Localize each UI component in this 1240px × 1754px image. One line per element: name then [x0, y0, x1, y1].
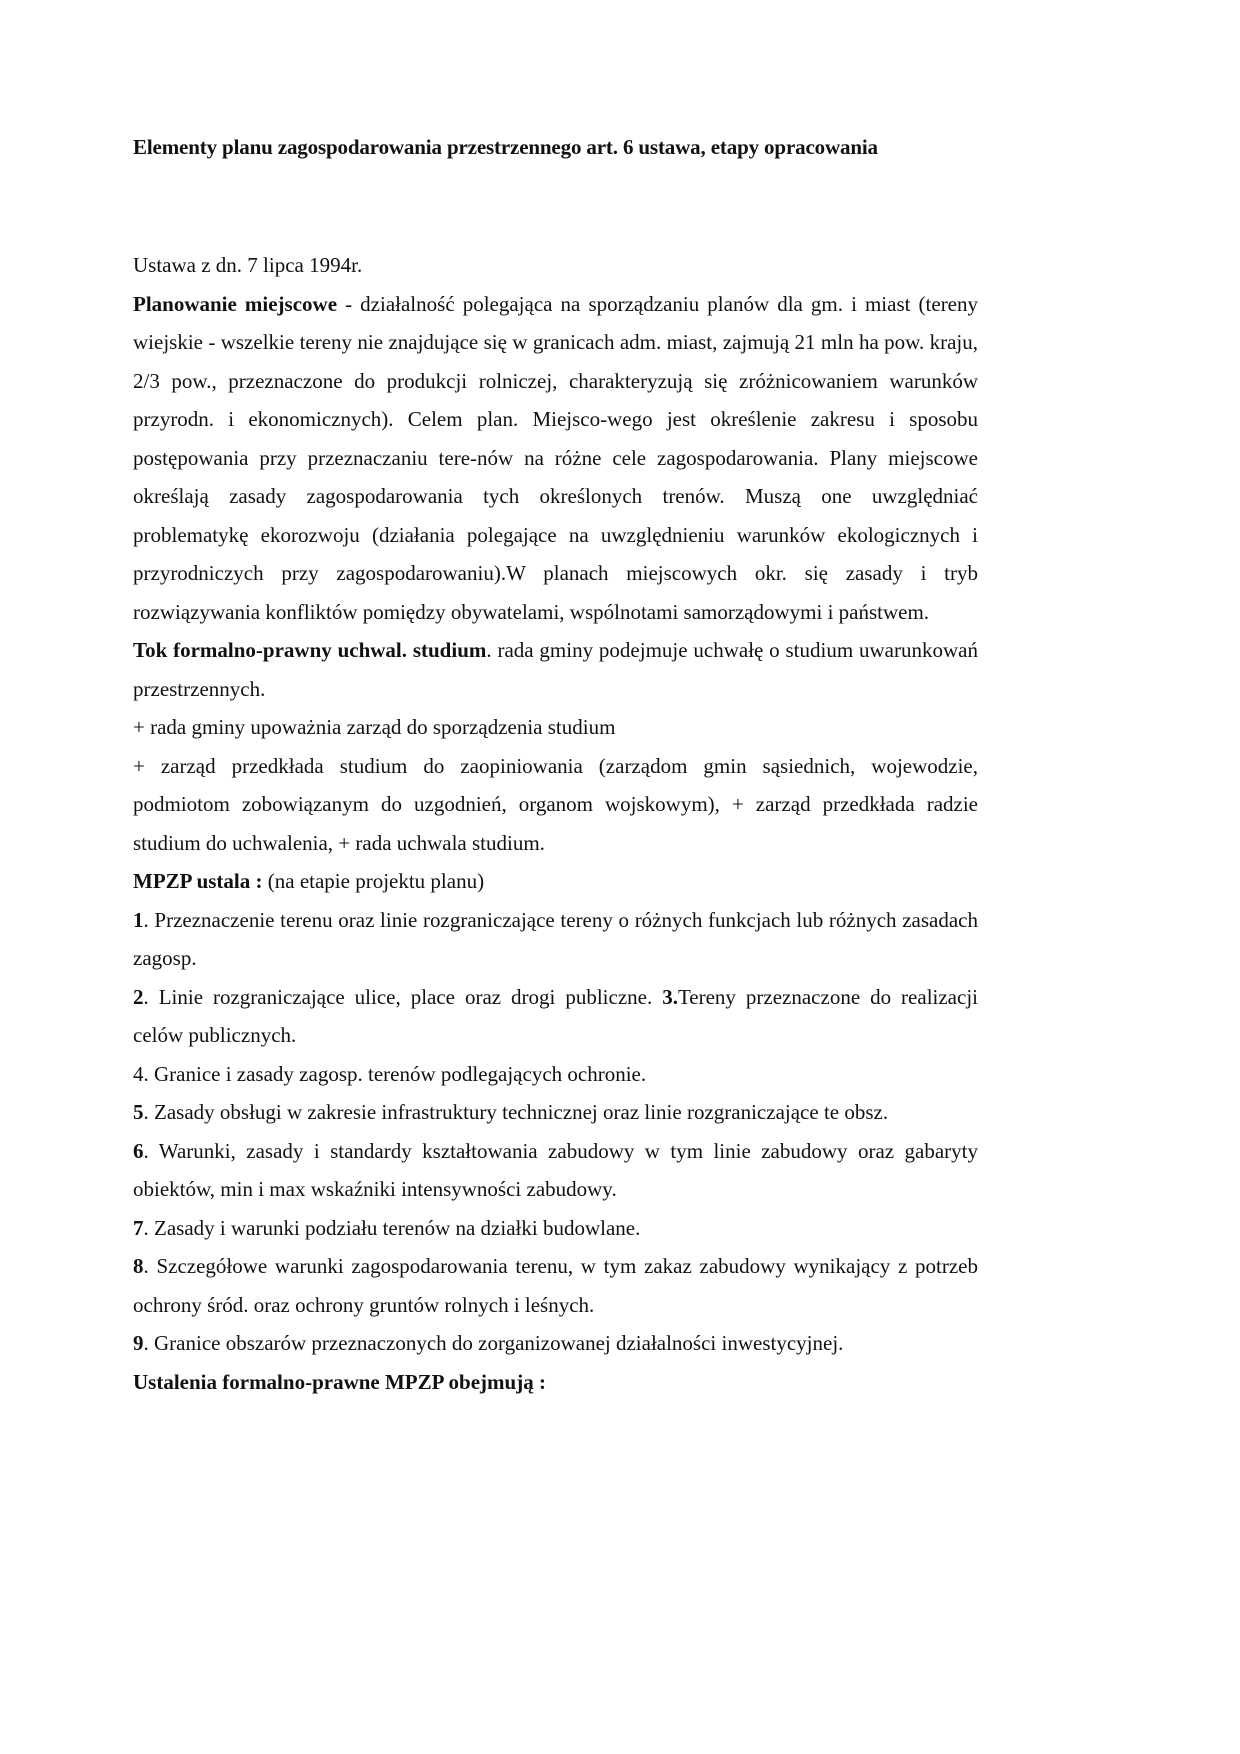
item-text: . Granice i zasady zagosp. terenów podlegających ochronie.: [143, 1061, 647, 1086]
item-text: . Zasady i warunki podziału terenów na działki budowlane.: [143, 1215, 641, 1240]
mpzp-item-8: [133, 1247, 978, 1324]
item-number: 5: [133, 1100, 144, 1124]
item-text: . Warunki, zasady i standardy kształtowania zabudowy w tym linie zabudowy oraz gabaryty obiektów, min i max wskaźniki intensywności zabudowy.: [133, 1138, 978, 1201]
planning-paragraph: [133, 285, 978, 632]
item-text: Tereny przeznaczone do realizacji celów publicznych.: [133, 984, 978, 1047]
item-text: . Granice obszarów przeznaczonych do zorganizowanej działalności inwestycyjnej.: [143, 1331, 844, 1355]
item-text: . Szczegółowe warunki zagospodarowania terenu, w tym zakaz zabudowy wynikający z potrzeb ochrony śród. oraz ochrony gruntów rolnych i leśnych.: [133, 1254, 978, 1317]
mpzp-item-9: [133, 1324, 978, 1363]
mpzp-item-4: [133, 1055, 978, 1094]
procedure-term: Tok formalno-prawny uchwal. studium: [133, 638, 487, 662]
mpzp-heading: MPZP ustala :: [133, 869, 263, 893]
procedure-step: + rada gminy upoważnia zarząd do sporządzenia studium: [133, 715, 616, 739]
item-text: . Przeznaczenie terenu oraz linie rozgraniczające tereny o różnych funkcjach lub różnych zasadach zagosp.: [133, 907, 978, 970]
item-number: 2: [133, 984, 144, 1009]
item-number: 9: [133, 1331, 144, 1355]
procedure-paragraph: [133, 631, 978, 708]
document-title: Elementy planu zagospodarowania przestrzennego art. 6 ustawa, etapy opracowania: [133, 135, 878, 159]
item-number: 7: [133, 1215, 144, 1240]
item-number: 3.: [662, 984, 678, 1009]
item-text: . Zasady obsługi w zakresie infrastruktury technicznej oraz linie rozgraniczające te obsz.: [143, 1100, 889, 1124]
planning-text: - działalność polegająca na sporządzaniu planów dla gm. i miast (tereny wiejskie - wszelkie tereny nie znajdujące się w granicach adm. miast, zajmują 21 mln ha pow. kraju, 2/3 pow., przeznaczone do produkcji rolniczej, charakteryzują się zróżnicowaniem warunków przyrodn. i ekonomicznych). Celem plan. Miejsco-wego jest określenie zakresu i sposobu postępowania przy przeznaczaniu tere-nów na różne cele zagospodarowania. Plany miejscowe określają zasady zagospodarowania tych określonych trenów. Muszą one uwzględniać problematykę ekorozwoju (działania polegające na uwzględnieniu warunków ekologicznych i przyrodniczych przy zagospodarowaniu).W planach miejscowych okr. się zasady i tryb rozwiązywania konfliktów pomiędzy obywatelami, wspólnotami samorządowymi i państwem.: [133, 291, 979, 624]
procedure-step: + zarząd przedkłada studium do zaopiniowania (zarządom gmin sąsiednich, wojewodzie, podmiotom zobowiązanym do uzgodnień, organom wojskowym), + zarząd przedkłada radzie studium do uchwalenia, + rada uchwala studium.: [133, 753, 978, 855]
item-number: 6: [133, 1138, 144, 1163]
planning-term: Planowanie miejscowe: [133, 291, 338, 316]
mpzp-item-7: [133, 1209, 978, 1248]
formal-heading: Ustalenia formalno-prawne MPZP obejmują :: [133, 1369, 546, 1394]
act-reference: Ustawa z dn. 7 lipca 1994r.: [133, 253, 363, 277]
mpzp-heading-note: (na etapie projektu planu): [262, 869, 485, 893]
item-number: 8: [133, 1254, 144, 1278]
procedure-text: . rada gminy podejmuje uchwałę o studium uwarunkowań przestrzennych.: [133, 638, 978, 701]
mpzp-item-5: [133, 1093, 978, 1132]
mpzp-item-1: [133, 901, 978, 978]
item-number: 1: [133, 907, 144, 932]
mpzp-item-2: [133, 978, 978, 1055]
mpzp-item-6: [133, 1132, 978, 1209]
item-number: 4: [133, 1061, 144, 1086]
mpzp-heading-line: [133, 862, 978, 901]
item-text: . Linie rozgraniczające ulice, place oraz drogi publiczne.: [143, 984, 663, 1009]
document-body: [133, 246, 978, 1401]
